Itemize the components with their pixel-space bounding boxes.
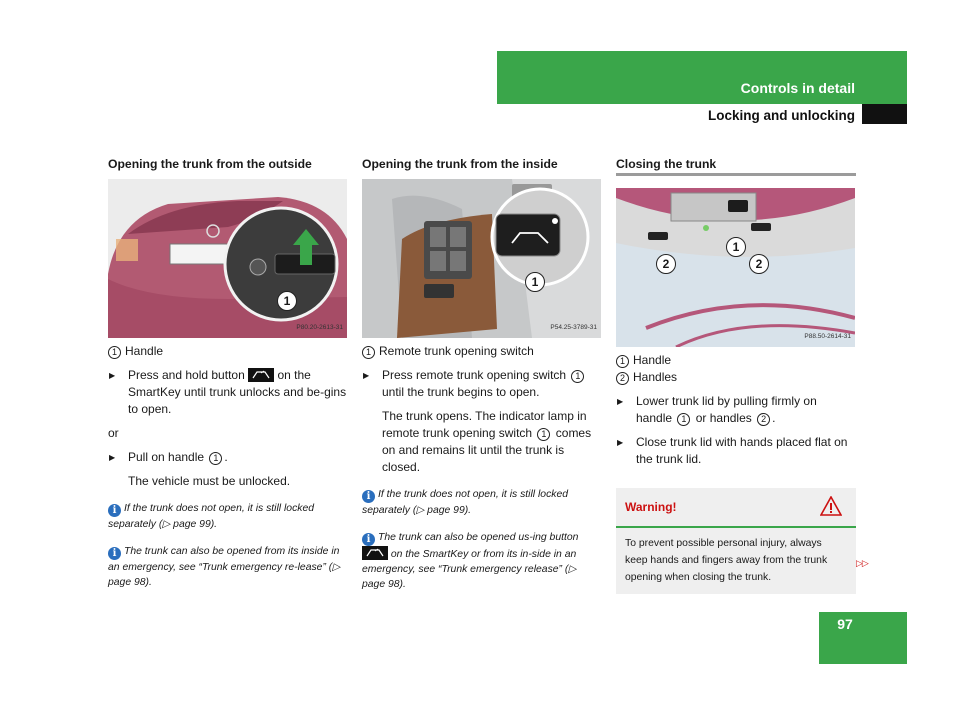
instruction-step bbox=[108, 449, 348, 466]
section-title: Controls in detail bbox=[740, 80, 855, 96]
column-heading: Closing the trunk bbox=[616, 156, 856, 176]
figure-trunk-outside bbox=[108, 179, 347, 338]
step-text: Press remote trunk opening switch bbox=[382, 368, 567, 382]
info-note bbox=[362, 530, 602, 592]
note-text: on the SmartKey or from its in-side in an emergency, see “Trunk emergency release” (▷ page 98). bbox=[362, 549, 577, 590]
warning-box bbox=[616, 488, 856, 594]
or-text: or bbox=[108, 426, 119, 440]
warning-triangle-icon bbox=[820, 496, 842, 516]
info-icon: i bbox=[108, 504, 121, 517]
step-text: Pull on handle bbox=[128, 450, 205, 464]
door-switch-illustration bbox=[362, 179, 601, 338]
instruction-step bbox=[616, 393, 856, 427]
continued-marker: ▷▷ bbox=[856, 558, 868, 568]
warning-text: To prevent possible personal injury, always keep hands and fingers away from the trunk opening when closing the trunk. bbox=[625, 538, 828, 583]
callout-1: 1 bbox=[726, 237, 746, 257]
paragraph: The vehicle must be unlocked. bbox=[128, 474, 291, 488]
caption-text: Handle bbox=[125, 344, 164, 358]
para-text: comes on and remains lit until the trunk is closed. bbox=[382, 426, 592, 474]
callout-marker: 1 bbox=[108, 346, 121, 359]
info-icon: i bbox=[108, 547, 121, 560]
column-trunk-outside bbox=[108, 156, 348, 590]
column-heading: Opening the trunk from the inside bbox=[362, 157, 558, 171]
subsection-title: Locking and unlocking bbox=[707, 108, 855, 123]
paragraph bbox=[362, 408, 602, 476]
callout-marker: 1 bbox=[677, 413, 690, 426]
callout-2: 2 bbox=[656, 254, 676, 274]
header-green-band bbox=[497, 51, 907, 104]
page-number: 97 bbox=[837, 616, 853, 632]
callout-marker: 1 bbox=[571, 370, 584, 383]
caption bbox=[108, 343, 348, 360]
figure-trunk-inside bbox=[362, 179, 601, 338]
callout-1: 1 bbox=[277, 291, 297, 311]
trunk-outside-illustration bbox=[108, 179, 347, 338]
instruction-step: ▶ Close trunk lid with hands placed flat on the trunk lid. bbox=[616, 434, 856, 468]
callout-marker: 1 bbox=[616, 355, 629, 368]
step-text: . bbox=[224, 450, 228, 464]
info-note bbox=[108, 544, 348, 590]
column-closing-trunk bbox=[616, 156, 856, 594]
note-text: The trunk can also be opened us-ing button bbox=[378, 532, 579, 543]
step-text: until the trunk begins to open. bbox=[382, 385, 540, 399]
warning-header bbox=[616, 488, 856, 528]
info-note bbox=[108, 501, 348, 532]
note-text: If the trunk does not open, it is still locked separately (▷ page 99). bbox=[108, 503, 315, 530]
column-heading: Opening the trunk from the outside bbox=[108, 157, 312, 171]
step-text: Lower trunk lid by pulling firmly on handle bbox=[636, 394, 817, 425]
caption bbox=[362, 343, 602, 360]
figure-code: P88.50-2614-31 bbox=[804, 333, 851, 340]
caption-text: Handles bbox=[633, 370, 678, 384]
warning-title: Warning! bbox=[625, 500, 677, 514]
step-text: on the SmartKey until trunk unlocks and be-gins to open. bbox=[128, 368, 347, 416]
info-note bbox=[362, 487, 602, 518]
info-icon: i bbox=[362, 490, 375, 503]
caption bbox=[616, 352, 856, 369]
figure-trunk-closing bbox=[616, 188, 855, 347]
info-icon: i bbox=[362, 533, 375, 546]
callout-marker: 1 bbox=[362, 346, 375, 359]
step-text: or handles bbox=[695, 411, 752, 425]
header-black-tab bbox=[862, 104, 907, 124]
caption-text: Remote trunk opening switch bbox=[379, 344, 534, 358]
callout-1: 1 bbox=[525, 272, 545, 292]
step-text: . bbox=[772, 411, 776, 425]
trunk-key-icon bbox=[362, 546, 388, 560]
callout-marker: 2 bbox=[616, 372, 629, 385]
instruction-step bbox=[108, 367, 348, 418]
callout-marker: 1 bbox=[537, 428, 550, 441]
column-trunk-inside bbox=[362, 156, 602, 592]
instruction-step bbox=[362, 367, 602, 401]
para-text: The trunk opens. The indicator lamp in remote trunk opening switch bbox=[382, 409, 587, 440]
trunk-key-icon bbox=[248, 368, 274, 382]
callout-marker: 2 bbox=[757, 413, 770, 426]
step-text: Press and hold button bbox=[128, 368, 245, 382]
callout-marker: 1 bbox=[209, 452, 222, 465]
caption-text: Handle bbox=[633, 353, 672, 367]
figure-code: P80.20-2613-31 bbox=[296, 324, 343, 331]
callout-2: 2 bbox=[749, 254, 769, 274]
note-text: If the trunk does not open, it is still locked separately (▷ page 99). bbox=[362, 489, 569, 516]
note-text: The trunk can also be opened from its inside in an emergency, see “Trunk emergency re-lease” (▷ page 98). bbox=[108, 546, 341, 588]
caption bbox=[616, 369, 856, 386]
trunk-lid-illustration bbox=[616, 188, 855, 347]
figure-code: P54.25-3789-31 bbox=[550, 324, 597, 331]
